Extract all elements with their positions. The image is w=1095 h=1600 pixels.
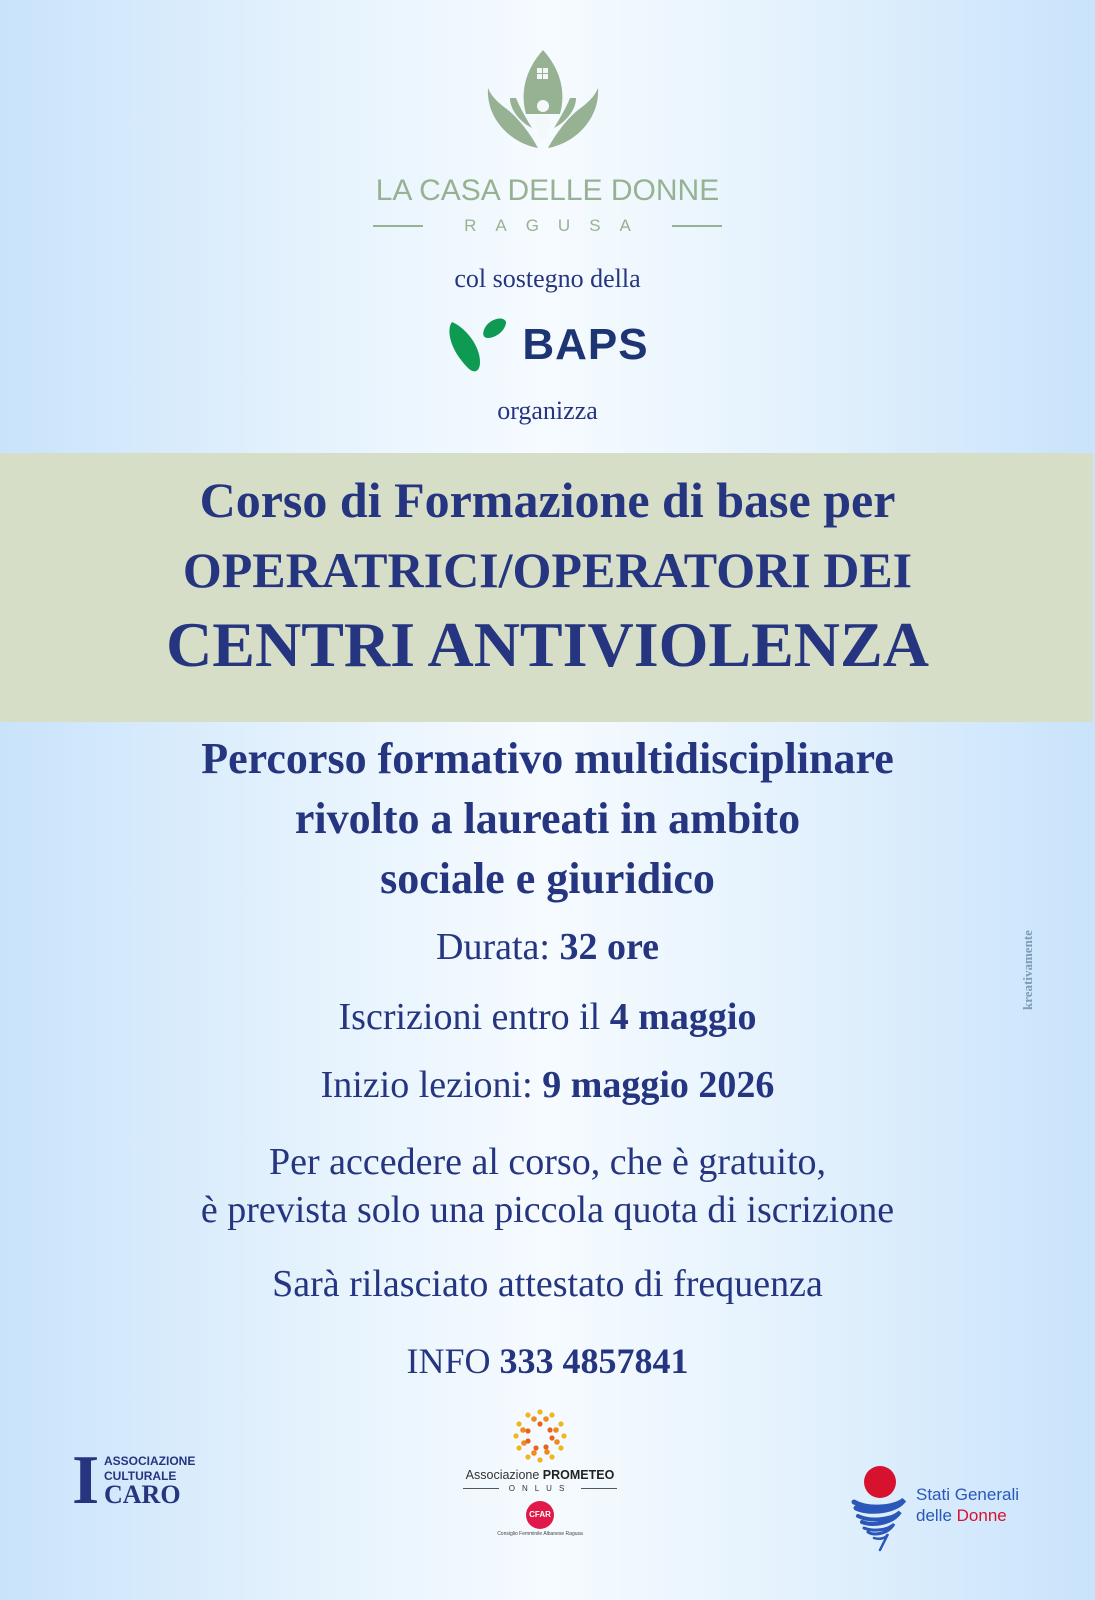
- info-phone[interactable]: 333 4857841: [499, 1341, 689, 1381]
- subtitle-line-2: rivolto a laureati in ambito: [294, 794, 801, 843]
- caro-initial: I: [72, 1442, 100, 1519]
- enrollment-value: 4 maggio: [609, 996, 757, 1038]
- course-title-line-1: Corso di Formazione di base per: [199, 472, 896, 528]
- prometeo-onlus: ONLUS: [508, 1484, 572, 1493]
- prometeo-sun-icon: [512, 1408, 568, 1464]
- divider-line: [672, 225, 722, 227]
- duration-row: [0, 925, 1095, 969]
- prometeo-name: [450, 1468, 630, 1482]
- prometeo-association-logo: [450, 1408, 630, 1537]
- stati-generali-icon: [850, 1466, 910, 1552]
- caro-line-2: CULTURALE: [104, 1469, 177, 1483]
- casa-delle-donne-logo-icon: [480, 48, 606, 158]
- stati-line-1: Stati Generali: [916, 1485, 1019, 1504]
- sponsor-name: BAPS: [522, 320, 649, 369]
- certificate-note: Sarà rilasciato attestato di frequenza: [272, 1263, 823, 1305]
- organization-city: RAGUSA: [464, 216, 650, 235]
- cfar-badge-icon: CFAR: [526, 1501, 554, 1529]
- designer-credit: kreativamente: [1020, 930, 1035, 1010]
- prometeo-title: PROMETEO: [542, 1468, 615, 1482]
- access-note-line-2: è prevista solo una piccola quota di iscrizione: [200, 1189, 895, 1231]
- enrollment-deadline-row: [0, 995, 1095, 1039]
- organization-name: LA CASA DELLE DONNE: [375, 174, 720, 207]
- start-label: Inizio lezioni:: [320, 1064, 533, 1106]
- contact-row: [0, 1340, 1095, 1382]
- stati-line-2-red: Donne: [956, 1506, 1007, 1525]
- duration-label: Durata:: [436, 926, 550, 968]
- stati-line-2: [916, 1505, 1019, 1526]
- divider-line: [463, 1488, 499, 1489]
- enrollment-label: Iscrizioni entro il: [338, 996, 601, 1038]
- course-title-line-2: OPERATRICI/OPERATORI DEI: [182, 542, 913, 598]
- duration-value: 32 ore: [559, 926, 659, 968]
- stati-generali-logo: [850, 1466, 1040, 1546]
- organization-city-row: [0, 216, 1095, 236]
- stati-line-2-prefix: delle: [916, 1506, 952, 1525]
- baps-leaf-icon: [446, 316, 508, 374]
- support-text: col sostegno della: [454, 264, 641, 293]
- cfar-caption: Consiglio Femminile Albanese Ragusa: [497, 1531, 583, 1537]
- prometeo-prefix: Associazione: [465, 1468, 540, 1482]
- course-title-band: [0, 453, 1093, 722]
- prometeo-onlus-row: [450, 1484, 630, 1493]
- sponsor-logo: [0, 316, 1095, 374]
- info-label: INFO: [406, 1341, 491, 1381]
- organizes-text: organizza: [497, 396, 598, 425]
- subtitle-line-1: Percorso formativo multidisciplinare: [201, 734, 894, 783]
- caro-association-logo: [72, 1442, 222, 1519]
- divider-line: [373, 225, 423, 227]
- divider-line: [581, 1488, 617, 1489]
- access-note-line-1: Per accedere al corso, che è gratuito,: [268, 1141, 827, 1183]
- start-value: 9 maggio 2026: [542, 1064, 775, 1106]
- subtitle-line-3: sociale e giuridico: [380, 854, 715, 903]
- caro-line-1: ASSOCIAZIONE: [104, 1454, 196, 1468]
- caro-name: CARO: [104, 1480, 181, 1509]
- stati-generali-name: [916, 1484, 1019, 1526]
- course-title-line-3: CENTRI ANTIVIOLENZA: [166, 609, 929, 680]
- start-date-row: [0, 1063, 1095, 1107]
